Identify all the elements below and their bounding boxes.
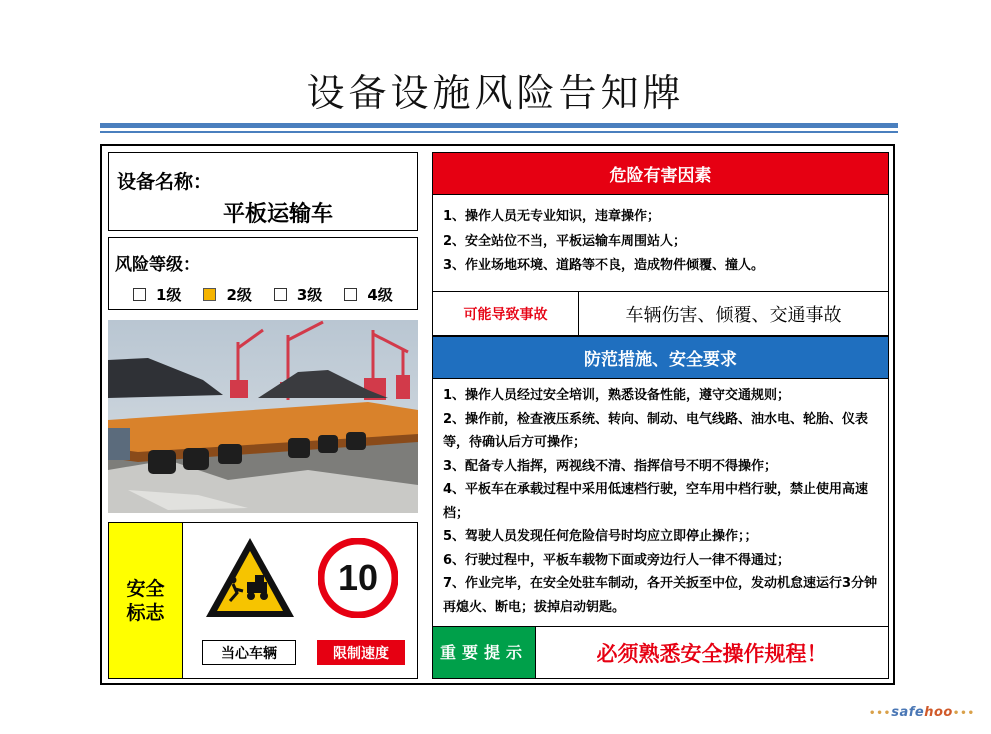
speed-limit-caption: 限制速度 <box>317 640 405 665</box>
watermark-logo: •••safehoo••• <box>869 705 975 720</box>
risk-level-box <box>108 237 418 310</box>
risk-level-1-label: 1级 <box>156 286 182 304</box>
watermark-text-orange: hoo <box>924 705 953 720</box>
notice-label: 重要提示 <box>432 626 536 679</box>
watermark-text-blue: safe <box>891 705 925 720</box>
checkbox-checked-icon[interactable] <box>203 288 216 301</box>
risk-level-4-label: 4级 <box>367 286 393 304</box>
speed-limit-icon <box>318 538 398 618</box>
title-underline-thin <box>100 131 898 133</box>
speed-limit-value: 10 <box>337 557 379 598</box>
accidents-label: 可能导致事故 <box>432 291 579 336</box>
safety-signs-label: 安全标志 <box>126 577 165 624</box>
title-underline-thick <box>100 123 898 128</box>
risk-level-2-label: 2级 <box>226 286 252 304</box>
caution-vehicle-icon <box>203 535 297 621</box>
risk-level-3[interactable] <box>274 284 322 305</box>
safety-signs-box <box>108 522 418 679</box>
list-item: 2、安全站位不当，平板运输车周围站人； <box>443 233 687 249</box>
accidents-value: 车辆伤害、倾覆、交通事故 <box>578 291 889 336</box>
hazards-list <box>443 205 881 279</box>
notice-value: 必须熟悉安全操作规程！ <box>535 626 889 679</box>
measures-list <box>443 384 881 619</box>
caution-vehicle-caption: 当心车辆 <box>202 640 296 665</box>
risk-level-3-label: 3级 <box>296 286 323 304</box>
list-item: 5、驾驶人员发现任何危险信号时均应立即停止操作；； <box>443 529 758 544</box>
page-title: 设备设施风险告知牌 <box>306 71 685 115</box>
checkbox-icon[interactable] <box>274 288 287 301</box>
list-item: 1、操作人员无专业知识，违章操作； <box>443 209 661 224</box>
list-item: 2、操作前，检查液压系统、转向、制动、电气线路、油水电、轮胎、仪表等，待确认后方可操作； <box>443 411 869 450</box>
checkbox-icon[interactable] <box>133 288 146 301</box>
checkbox-icon[interactable] <box>344 288 357 301</box>
equipment-name-label: 设备名称： <box>117 171 213 193</box>
safety-signs-label-cell <box>109 523 183 678</box>
equipment-name-box <box>108 152 418 231</box>
risk-level-1[interactable] <box>133 284 181 305</box>
measures-header: 防范措施、安全要求 <box>432 336 889 379</box>
risk-level-label: 风险等级： <box>115 255 200 275</box>
risk-level-options <box>133 284 415 305</box>
list-item: 1、操作人员经过安全培训，熟悉设备性能，遵守交通规则； <box>443 388 791 403</box>
hazards-header: 危险有害因素 <box>432 152 889 195</box>
list-item: 3、配备专人指挥，两视线不清、指挥信号不明不得操作； <box>443 458 778 474</box>
list-item: 3、作业场地环境、道路等不良，造成物件倾覆、撞人。 <box>443 258 765 273</box>
hazards-box <box>432 194 889 292</box>
risk-level-2[interactable] <box>203 284 251 305</box>
equipment-photo <box>108 320 418 513</box>
equipment-name-value: 平板运输车 <box>222 202 333 227</box>
list-item: 4、平板车在承载过程中采用低速档行驶，空车用中档行驶，禁止使用高速档； <box>443 482 869 521</box>
risk-level-4[interactable] <box>344 284 392 305</box>
measures-box <box>432 378 889 627</box>
list-item: 7、作业完毕，在安全处驻车制动，各开关扳至中位，发动机怠速运行3分钟再熄火、断电；拔掉启动钥匙。 <box>443 576 878 615</box>
list-item: 6、行驶过程中，平板车载物下面或旁边行人一律不得通过； <box>443 552 791 568</box>
